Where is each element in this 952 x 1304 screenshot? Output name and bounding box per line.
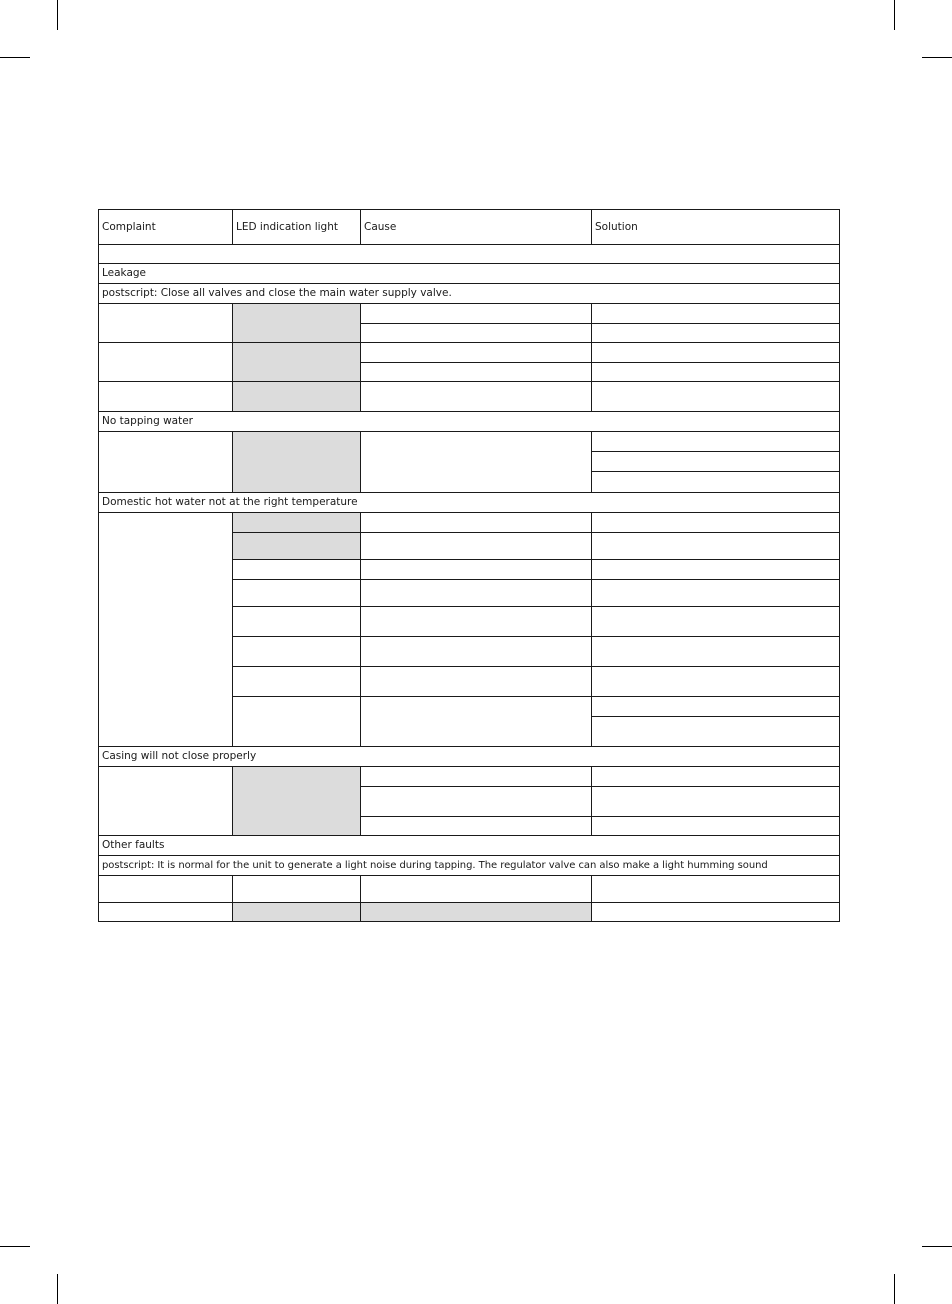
crop-mark xyxy=(922,57,952,58)
section-title-other: Other faults xyxy=(99,836,840,856)
postscript-other: postscript: It is normal for the unit to generate a light noise during tapping. The regulator valve can also make a light humming sound xyxy=(99,856,840,876)
header-row xyxy=(99,210,840,245)
crop-mark xyxy=(57,0,58,30)
postscript-row xyxy=(99,284,840,304)
crop-mark xyxy=(57,1274,58,1304)
section-title-no-tapping: No tapping water xyxy=(99,412,840,432)
troubleshooting-table xyxy=(98,209,840,922)
table-row xyxy=(99,343,840,363)
header-complaint: Complaint xyxy=(99,210,233,245)
section-row xyxy=(99,836,840,856)
table-row xyxy=(99,382,840,412)
section-title-hot-water: Domestic hot water not at the right temperature xyxy=(99,493,840,513)
header-led: LED indication light xyxy=(233,210,361,245)
crop-mark xyxy=(922,1246,952,1247)
table-row xyxy=(99,304,840,324)
spacer-row xyxy=(99,245,840,264)
postscript-leakage: postscript: Close all valves and close the main water supply valve. xyxy=(99,284,840,304)
table-row xyxy=(99,432,840,452)
crop-mark xyxy=(894,0,895,30)
section-row xyxy=(99,747,840,767)
postscript-row xyxy=(99,856,840,876)
crop-mark xyxy=(0,57,30,58)
table-row xyxy=(99,513,840,533)
header-solution: Solution xyxy=(592,210,840,245)
table-row xyxy=(99,903,840,922)
section-title-leakage: Leakage xyxy=(99,264,840,284)
section-row xyxy=(99,264,840,284)
table-row xyxy=(99,767,840,787)
table-row xyxy=(99,876,840,903)
section-title-casing: Casing will not close properly xyxy=(99,747,840,767)
crop-mark xyxy=(894,1274,895,1304)
section-row xyxy=(99,412,840,432)
crop-mark xyxy=(0,1246,30,1247)
header-cause: Cause xyxy=(361,210,592,245)
section-row xyxy=(99,493,840,513)
